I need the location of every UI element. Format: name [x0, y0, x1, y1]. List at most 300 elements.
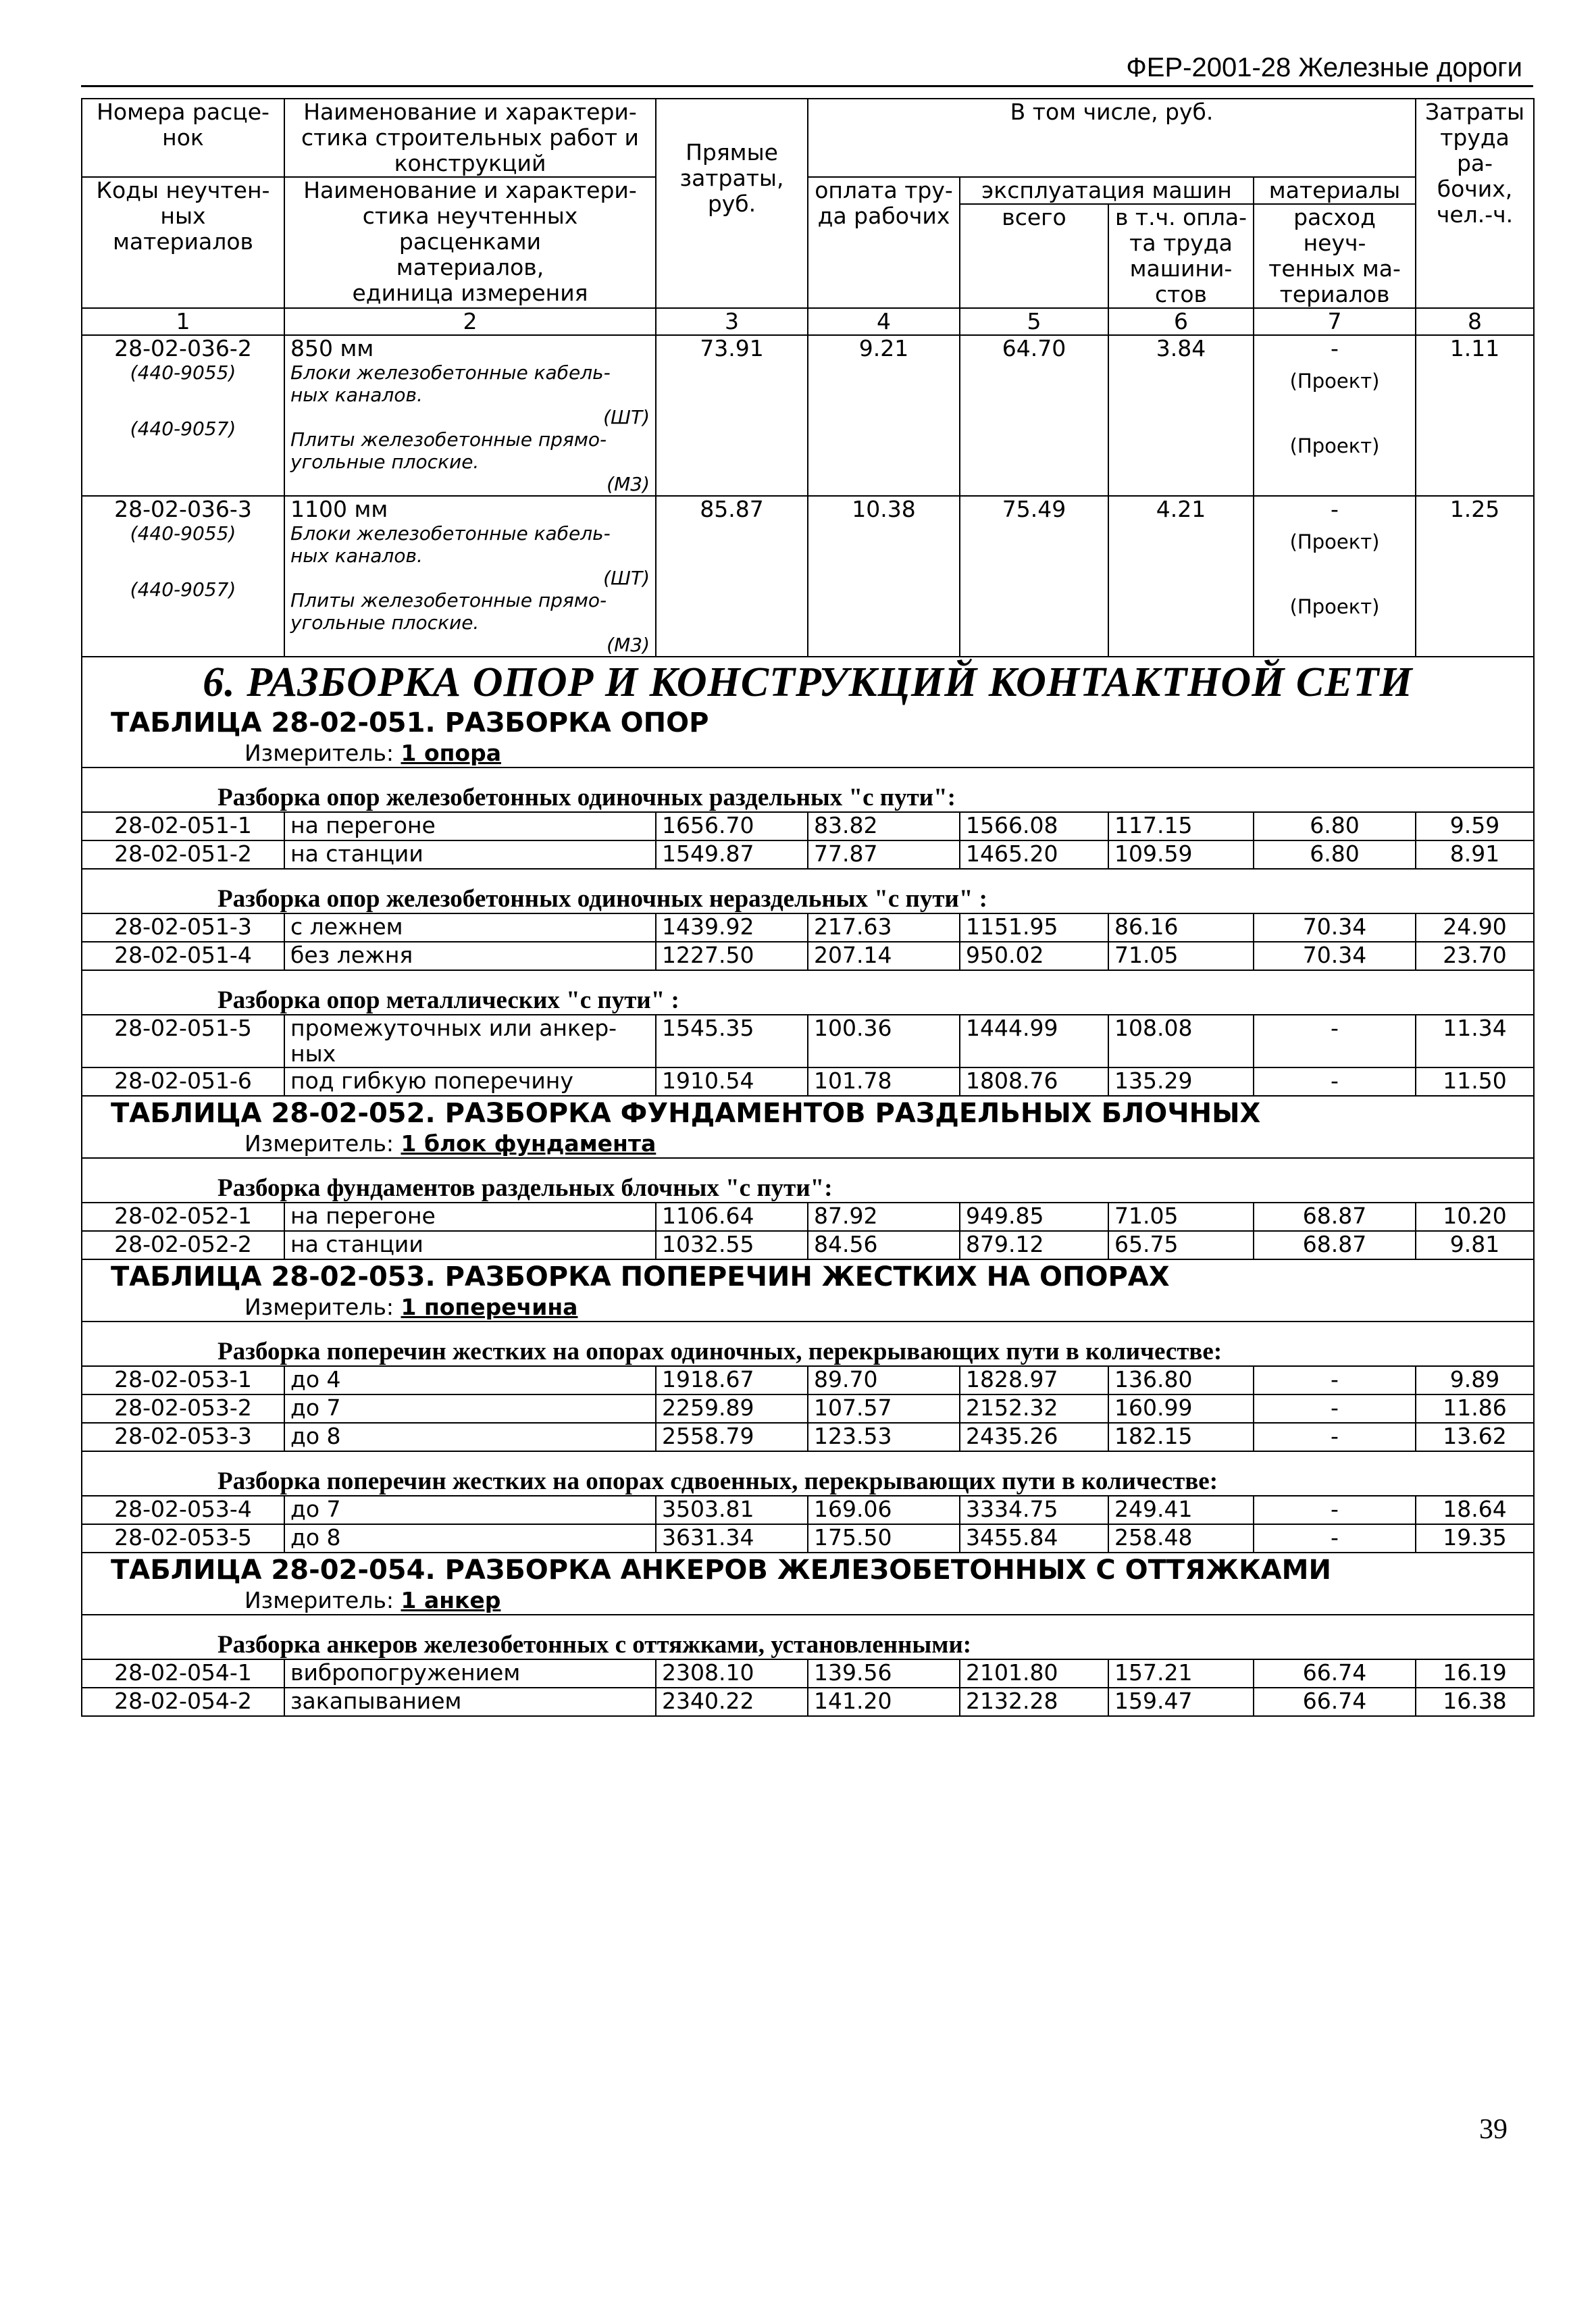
machine-total-cell: [960, 1067, 1108, 1096]
workers-pay: 141.20: [814, 1688, 892, 1714]
header-col-number-text: 6: [1174, 308, 1188, 334]
materials: 70.34: [1302, 913, 1367, 940]
labor-cell: [1416, 1067, 1534, 1096]
machine-total: 1465.20: [966, 840, 1058, 867]
machine-pay: 117.15: [1114, 812, 1193, 838]
direct-cost: 85.87: [700, 496, 764, 522]
workers-pay: 175.50: [814, 1524, 892, 1551]
material-note: (Проект): [1289, 370, 1380, 393]
workers-pay-cell: [808, 913, 960, 942]
header-col-number: [808, 308, 960, 335]
workers-pay: 217.63: [814, 913, 892, 940]
header-workers-pay: [808, 177, 960, 308]
direct-cost-cell: [656, 1524, 808, 1553]
rate-name: до 7: [290, 1394, 341, 1421]
rate-name-cell: [284, 1067, 656, 1096]
materials: -: [1331, 1423, 1339, 1449]
group-heading-row: [82, 1451, 1534, 1496]
measure-value: 1 блок фундамента: [401, 1130, 657, 1157]
machine-pay: 182.15: [1114, 1423, 1193, 1449]
material-code: (440-9055): [130, 522, 236, 545]
material-code: (440-9057): [130, 578, 236, 601]
rate-name-cell: [284, 496, 656, 657]
header-rate-numbers: [82, 99, 284, 177]
materials: -: [1331, 1015, 1339, 1041]
material-note: (Проект): [1289, 434, 1380, 457]
rate-name-cell: [284, 812, 656, 840]
labor-cell: [1416, 1394, 1534, 1423]
rate-code: 28-02-036-3: [114, 496, 252, 522]
machine-total-cell: [960, 1394, 1108, 1423]
rate-code-cell: [82, 1015, 284, 1067]
direct-cost-cell: [656, 812, 808, 840]
labor-cell: [1416, 812, 1534, 840]
group-heading-row-cell: [82, 1451, 1534, 1496]
direct-cost: 1106.64: [662, 1203, 754, 1229]
rate-code: 28-02-051-1: [114, 812, 252, 838]
machine-total-cell: [960, 1688, 1108, 1716]
rate-row: [82, 1231, 1534, 1259]
rate-row: [82, 913, 1534, 942]
workers-pay-cell: [808, 1496, 960, 1524]
header-incl-text: В том числе, руб.: [1010, 99, 1214, 125]
machine-pay-cell: [1108, 1015, 1254, 1067]
labor: 24.90: [1443, 913, 1507, 940]
group-heading-row-cell: [82, 768, 1534, 812]
direct-cost: 1545.35: [662, 1015, 754, 1041]
machine-pay-cell: [1108, 1659, 1254, 1688]
direct-cost-cell: [656, 913, 808, 942]
workers-pay-cell: [808, 1423, 960, 1451]
rate-code: 28-02-051-5: [114, 1015, 252, 1041]
rate-row: [82, 1659, 1534, 1688]
machine-pay-cell: [1108, 913, 1254, 942]
machine-total: 2132.28: [966, 1688, 1058, 1714]
rate-code: 28-02-052-2: [114, 1231, 252, 1257]
section-title: 6. РАЗБОРКА ОПОР И КОНСТРУКЦИЙ КОНТАКТНОЙ СЕТИ: [203, 659, 1413, 705]
header-unaccounted-use: [1254, 204, 1416, 308]
materials-cell: [1254, 1231, 1416, 1259]
workers-pay-cell: [808, 1015, 960, 1067]
rate-code: 28-02-051-3: [114, 913, 252, 940]
machine-total-cell: [960, 1659, 1108, 1688]
machine-pay-cell: [1108, 335, 1254, 496]
rate-code-cell: [82, 942, 284, 970]
header-col-number-text: 3: [725, 308, 739, 334]
materials-cell: [1254, 1688, 1416, 1716]
direct-cost-cell: [656, 1496, 808, 1524]
machine-total: 3334.75: [966, 1496, 1058, 1522]
machine-total-cell: [960, 1015, 1108, 1067]
material-unit: (ШТ): [603, 567, 650, 589]
rate-row: [82, 1366, 1534, 1394]
measure-line: [82, 1130, 1533, 1157]
measure-line: [82, 740, 1533, 767]
rate-name-cell: [284, 1015, 656, 1067]
header-incl: [808, 99, 1416, 177]
materials: -: [1331, 1496, 1339, 1522]
rate-name: до 7: [290, 1496, 341, 1522]
machine-pay-cell: [1108, 942, 1254, 970]
group-heading-row-cell: [82, 1615, 1534, 1659]
workers-pay: 10.38: [852, 496, 916, 522]
rate-code-cell: [82, 1659, 284, 1688]
labor: 9.81: [1449, 1231, 1500, 1257]
materials-value: -: [1331, 496, 1339, 522]
group-heading-row: [82, 970, 1534, 1015]
rate-name-cell: [284, 1366, 656, 1394]
header-col-number-text: 4: [877, 308, 891, 334]
machine-pay-cell: [1108, 812, 1254, 840]
materials: 6.80: [1310, 840, 1360, 867]
header-row-3: [82, 177, 1534, 204]
material-name: Плиты железобетонные прямо- угольные плоские.: [290, 428, 607, 473]
materials-cell: [1254, 1496, 1416, 1524]
header-rate-numbers-text: Номера расце- нок: [97, 99, 269, 151]
header-machines: [960, 177, 1254, 204]
materials-cell: [1254, 496, 1416, 657]
header-machines-text: эксплуатация машин: [981, 177, 1232, 203]
header-codes-text: Коды неучтен- ных материалов: [96, 177, 270, 255]
machine-total-cell: [960, 1366, 1108, 1394]
machine-total: 2101.80: [966, 1659, 1058, 1686]
labor: 11.50: [1443, 1067, 1507, 1094]
workers-pay-cell: [808, 942, 960, 970]
direct-cost-cell: [656, 1203, 808, 1231]
measure-value: 1 поперечина: [401, 1294, 578, 1320]
labor-cell: [1416, 1203, 1534, 1231]
direct-cost-cell: [656, 1659, 808, 1688]
group-heading-row: [82, 1322, 1534, 1366]
group-heading-row-cell: [82, 869, 1534, 913]
materials-cell: [1254, 1203, 1416, 1231]
rate-name: промежуточных или анкер- ных: [290, 1015, 617, 1067]
header-col-number: [82, 308, 284, 335]
header-col-number: [284, 308, 656, 335]
machine-pay-cell: [1108, 1203, 1254, 1231]
workers-pay: 9.21: [858, 335, 909, 361]
direct-cost-cell: [656, 942, 808, 970]
header-col-number-text: 8: [1468, 308, 1483, 334]
direct-cost: 2259.89: [662, 1394, 754, 1421]
group-heading: Разборка опор железобетонных одиночных раздельных "с пути":: [217, 784, 956, 811]
header-incl-machine-pay: [1108, 204, 1254, 308]
table-title: ТАБЛИЦА 28-02-051. РАЗБОРКА ОПОР: [111, 707, 709, 738]
workers-pay-cell: [808, 812, 960, 840]
rate-name-cell: [284, 913, 656, 942]
workers-pay-cell: [808, 335, 960, 496]
table-title: ТАБЛИЦА 28-02-054. РАЗБОРКА АНКЕРОВ ЖЕЛЕЗОБЕТОННЫХ С ОТТЯЖКАМИ: [111, 1555, 1331, 1586]
header-unaccounted-use-text: расход неуч- тенных ма- териалов: [1268, 204, 1401, 307]
machine-pay: 71.05: [1114, 942, 1179, 968]
header-col-number-text: 2: [463, 308, 478, 334]
materials-value: -: [1331, 335, 1339, 361]
workers-pay: 123.53: [814, 1423, 892, 1449]
machine-total: 1444.99: [966, 1015, 1058, 1041]
rate-code-cell: [82, 1231, 284, 1259]
machine-total-cell: [960, 1496, 1108, 1524]
measure-value: 1 опора: [401, 740, 501, 766]
group-heading: Разборка поперечин жестких на опорах одиночных, перекрывающих пути в количестве:: [217, 1338, 1222, 1365]
table-title: ТАБЛИЦА 28-02-052. РАЗБОРКА ФУНДАМЕНТОВ РАЗДЕЛЬНЫХ БЛОЧНЫХ: [111, 1098, 1261, 1129]
workers-pay-cell: [808, 1067, 960, 1096]
rate-code: 28-02-036-2: [114, 335, 252, 361]
workers-pay: 207.14: [814, 942, 892, 968]
header-labor-text: Затраты труда ра- бочих, чел.-ч.: [1425, 99, 1525, 228]
rate-code-cell: [82, 1067, 284, 1096]
rate-name-cell: [284, 840, 656, 869]
table-title-row: [82, 1553, 1534, 1615]
workers-pay: 100.36: [814, 1015, 892, 1041]
rate-name: под гибкую поперечину: [290, 1067, 573, 1094]
rate-name: закапыванием: [290, 1688, 462, 1714]
workers-pay-cell: [808, 1394, 960, 1423]
rate-row: [82, 1203, 1534, 1231]
materials: 66.74: [1302, 1688, 1367, 1714]
materials-cell: [1254, 913, 1416, 942]
labor-cell: [1416, 1524, 1534, 1553]
materials-cell: [1254, 1394, 1416, 1423]
rate-row: [82, 335, 1534, 496]
rate-code: 28-02-053-5: [114, 1524, 252, 1551]
labor: 8.91: [1449, 840, 1500, 867]
header-incl-machine-pay-text: в т.ч. опла- та труда машини- стов: [1114, 204, 1247, 307]
labor-cell: [1416, 1423, 1534, 1451]
table-title-row: [82, 1259, 1534, 1322]
labor: 1.25: [1449, 496, 1500, 522]
rate-code: 28-02-051-2: [114, 840, 252, 867]
rate-code-cell: [82, 1203, 284, 1231]
materials: 70.34: [1302, 942, 1367, 968]
workers-pay: 89.70: [814, 1366, 878, 1392]
machine-pay: 159.47: [1114, 1688, 1193, 1714]
machine-pay-cell: [1108, 840, 1254, 869]
rate-code-cell: [82, 335, 284, 496]
group-heading-row-cell: [82, 1322, 1534, 1366]
materials-cell: [1254, 1659, 1416, 1688]
header-total-text: всего: [1002, 204, 1066, 230]
header-codes: [82, 177, 284, 308]
direct-cost-cell: [656, 496, 808, 657]
labor: 16.19: [1443, 1659, 1507, 1686]
group-heading: Разборка поперечин жестких на опорах сдвоенных, перекрывающих пути в количестве:: [217, 1467, 1218, 1495]
rate-code: 28-02-051-4: [114, 942, 252, 968]
direct-cost: 1032.55: [662, 1231, 754, 1257]
rate-name: на станции: [290, 1231, 423, 1257]
table-title-row-cell: [82, 1259, 1534, 1322]
workers-pay: 77.87: [814, 840, 878, 867]
labor-cell: [1416, 1659, 1534, 1688]
machine-total-cell: [960, 335, 1108, 496]
header-col-number: [1254, 308, 1416, 335]
machine-pay-cell: [1108, 1067, 1254, 1096]
machine-total: 1828.97: [966, 1366, 1058, 1392]
labor-cell: [1416, 942, 1534, 970]
rate-name: без лежня: [290, 942, 413, 968]
direct-cost: 3503.81: [662, 1496, 754, 1522]
machine-pay: 109.59: [1114, 840, 1193, 867]
machine-total: 879.12: [966, 1231, 1044, 1257]
materials-cell: [1254, 335, 1416, 496]
labor: 9.59: [1449, 812, 1500, 838]
workers-pay: 83.82: [814, 812, 878, 838]
rate-code-cell: [82, 812, 284, 840]
section-row-cell: [82, 657, 1534, 705]
measure-line: [82, 1294, 1533, 1321]
machine-pay-cell: [1108, 1394, 1254, 1423]
labor: 11.34: [1443, 1015, 1507, 1041]
rate-name-cell: [284, 1496, 656, 1524]
direct-cost-cell: [656, 1423, 808, 1451]
rate-name: 1100 мм: [290, 496, 388, 522]
workers-pay: 139.56: [814, 1659, 892, 1686]
rate-name: с лежнем: [290, 913, 403, 940]
machine-pay: 108.08: [1114, 1015, 1193, 1041]
materials: 68.87: [1302, 1203, 1367, 1229]
direct-cost: 1918.67: [662, 1366, 754, 1392]
workers-pay-cell: [808, 496, 960, 657]
header-col-number-text: 5: [1027, 308, 1041, 334]
labor: 1.11: [1449, 335, 1500, 361]
page-number: 39: [1479, 2114, 1508, 2145]
machine-total-cell: [960, 840, 1108, 869]
rate-code-cell: [82, 1688, 284, 1716]
workers-pay-cell: [808, 1231, 960, 1259]
group-heading-row-cell: [82, 970, 1534, 1015]
machine-pay: 71.05: [1114, 1203, 1179, 1229]
header-col-number: [1416, 308, 1534, 335]
header-workers-pay-text: оплата тру- да рабочих: [815, 177, 953, 229]
machine-total-cell: [960, 942, 1108, 970]
header-name-bottom-text: Наименование и характери- стика неучтенных расценками материалов, единица измерения: [303, 177, 637, 306]
rate-row: [82, 942, 1534, 970]
direct-cost: 3631.34: [662, 1524, 754, 1551]
header-direct-costs: [656, 99, 808, 308]
rate-name-cell: [284, 1203, 656, 1231]
group-heading-row: [82, 768, 1534, 812]
rate-row: [82, 1067, 1534, 1096]
header-col-number-text: 1: [176, 308, 190, 334]
measure-value: 1 анкер: [401, 1587, 501, 1613]
machine-pay: 65.75: [1114, 1231, 1179, 1257]
material-note: (Проект): [1289, 530, 1380, 553]
direct-cost-cell: [656, 1067, 808, 1096]
group-heading-row: [82, 1615, 1534, 1659]
direct-cost: 1549.87: [662, 840, 754, 867]
material-unit: (М3): [607, 473, 650, 495]
rate-row: [82, 1015, 1534, 1067]
material-name: Плиты железобетонные прямо- угольные плоские.: [290, 589, 607, 634]
header-col-number: [960, 308, 1108, 335]
machine-total-cell: [960, 913, 1108, 942]
machine-pay: 157.21: [1114, 1659, 1193, 1686]
header-col-number-text: 7: [1327, 308, 1342, 334]
material-code: (440-9057): [130, 418, 236, 440]
rate-name: вибропогружением: [290, 1659, 521, 1686]
table-title-row: [82, 1096, 1534, 1158]
materials: -: [1331, 1366, 1339, 1392]
direct-cost-cell: [656, 1366, 808, 1394]
workers-pay: 87.92: [814, 1203, 878, 1229]
rate-name: на перегоне: [290, 812, 436, 838]
group-heading-row: [82, 1158, 1534, 1203]
materials-cell: [1254, 840, 1416, 869]
machine-pay-cell: [1108, 1496, 1254, 1524]
measure-label: Измеритель:: [244, 1587, 401, 1613]
materials-cell: [1254, 1524, 1416, 1553]
rate-row: [82, 1496, 1534, 1524]
labor: 16.38: [1443, 1688, 1507, 1714]
direct-cost: 1227.50: [662, 942, 754, 968]
measure-label: Измеритель:: [244, 1130, 401, 1157]
rate-code: 28-02-053-1: [114, 1366, 252, 1392]
rate-code: 28-02-051-6: [114, 1067, 252, 1094]
rate-name-cell: [284, 1688, 656, 1716]
measure-label: Измеритель:: [244, 1294, 401, 1320]
machine-pay: 160.99: [1114, 1394, 1193, 1421]
machine-total: 75.49: [1002, 496, 1066, 522]
group-heading-row: [82, 869, 1534, 913]
labor-cell: [1416, 496, 1534, 657]
header-direct-costs-text: Прямые затраты, руб.: [679, 139, 784, 217]
document-header: ФЕР-2001-28 Железные дороги: [81, 53, 1533, 87]
labor-cell: [1416, 1496, 1534, 1524]
header-total: [960, 204, 1108, 308]
labor: 13.62: [1443, 1423, 1507, 1449]
rate-code-cell: [82, 1366, 284, 1394]
header-name-top: [284, 99, 656, 177]
machine-pay-cell: [1108, 1231, 1254, 1259]
machine-total-cell: [960, 812, 1108, 840]
material-name: Блоки железобетонные кабель- ных каналов.: [290, 522, 611, 567]
workers-pay: 84.56: [814, 1231, 878, 1257]
table-title: ТАБЛИЦА 28-02-053. РАЗБОРКА ПОПЕРЕЧИН ЖЕСТКИХ НА ОПОРАХ: [111, 1261, 1170, 1292]
rate-code: 28-02-053-4: [114, 1496, 252, 1522]
workers-pay-cell: [808, 1659, 960, 1688]
machine-total: 3455.84: [966, 1524, 1058, 1551]
direct-cost-cell: [656, 335, 808, 496]
rate-code: 28-02-053-3: [114, 1423, 252, 1449]
material-name: Блоки железобетонные кабель- ных каналов.: [290, 361, 611, 406]
machine-total-cell: [960, 1203, 1108, 1231]
machine-pay: 3.84: [1156, 335, 1206, 361]
machine-pay-cell: [1108, 1524, 1254, 1553]
workers-pay-cell: [808, 1688, 960, 1716]
direct-cost-cell: [656, 1688, 808, 1716]
labor: 10.20: [1443, 1203, 1507, 1229]
rate-code: 28-02-053-2: [114, 1394, 252, 1421]
rate-row: [82, 840, 1534, 869]
labor: 18.64: [1443, 1496, 1507, 1522]
rate-name-cell: [284, 942, 656, 970]
rate-code-cell: [82, 1524, 284, 1553]
rate-name: до 4: [290, 1366, 341, 1392]
workers-pay-cell: [808, 1203, 960, 1231]
workers-pay: 101.78: [814, 1067, 892, 1094]
direct-cost: 1439.92: [662, 913, 754, 940]
direct-cost: 2558.79: [662, 1423, 754, 1449]
materials: -: [1331, 1067, 1339, 1094]
table-title-row-cell: [82, 702, 1534, 768]
header-number-row: [82, 308, 1534, 335]
direct-cost: 2340.22: [662, 1688, 754, 1714]
machine-total-cell: [960, 496, 1108, 657]
rate-code-cell: [82, 1394, 284, 1423]
rate-name-cell: [284, 1394, 656, 1423]
materials-cell: [1254, 942, 1416, 970]
machine-total-cell: [960, 1231, 1108, 1259]
machine-pay-cell: [1108, 1423, 1254, 1451]
